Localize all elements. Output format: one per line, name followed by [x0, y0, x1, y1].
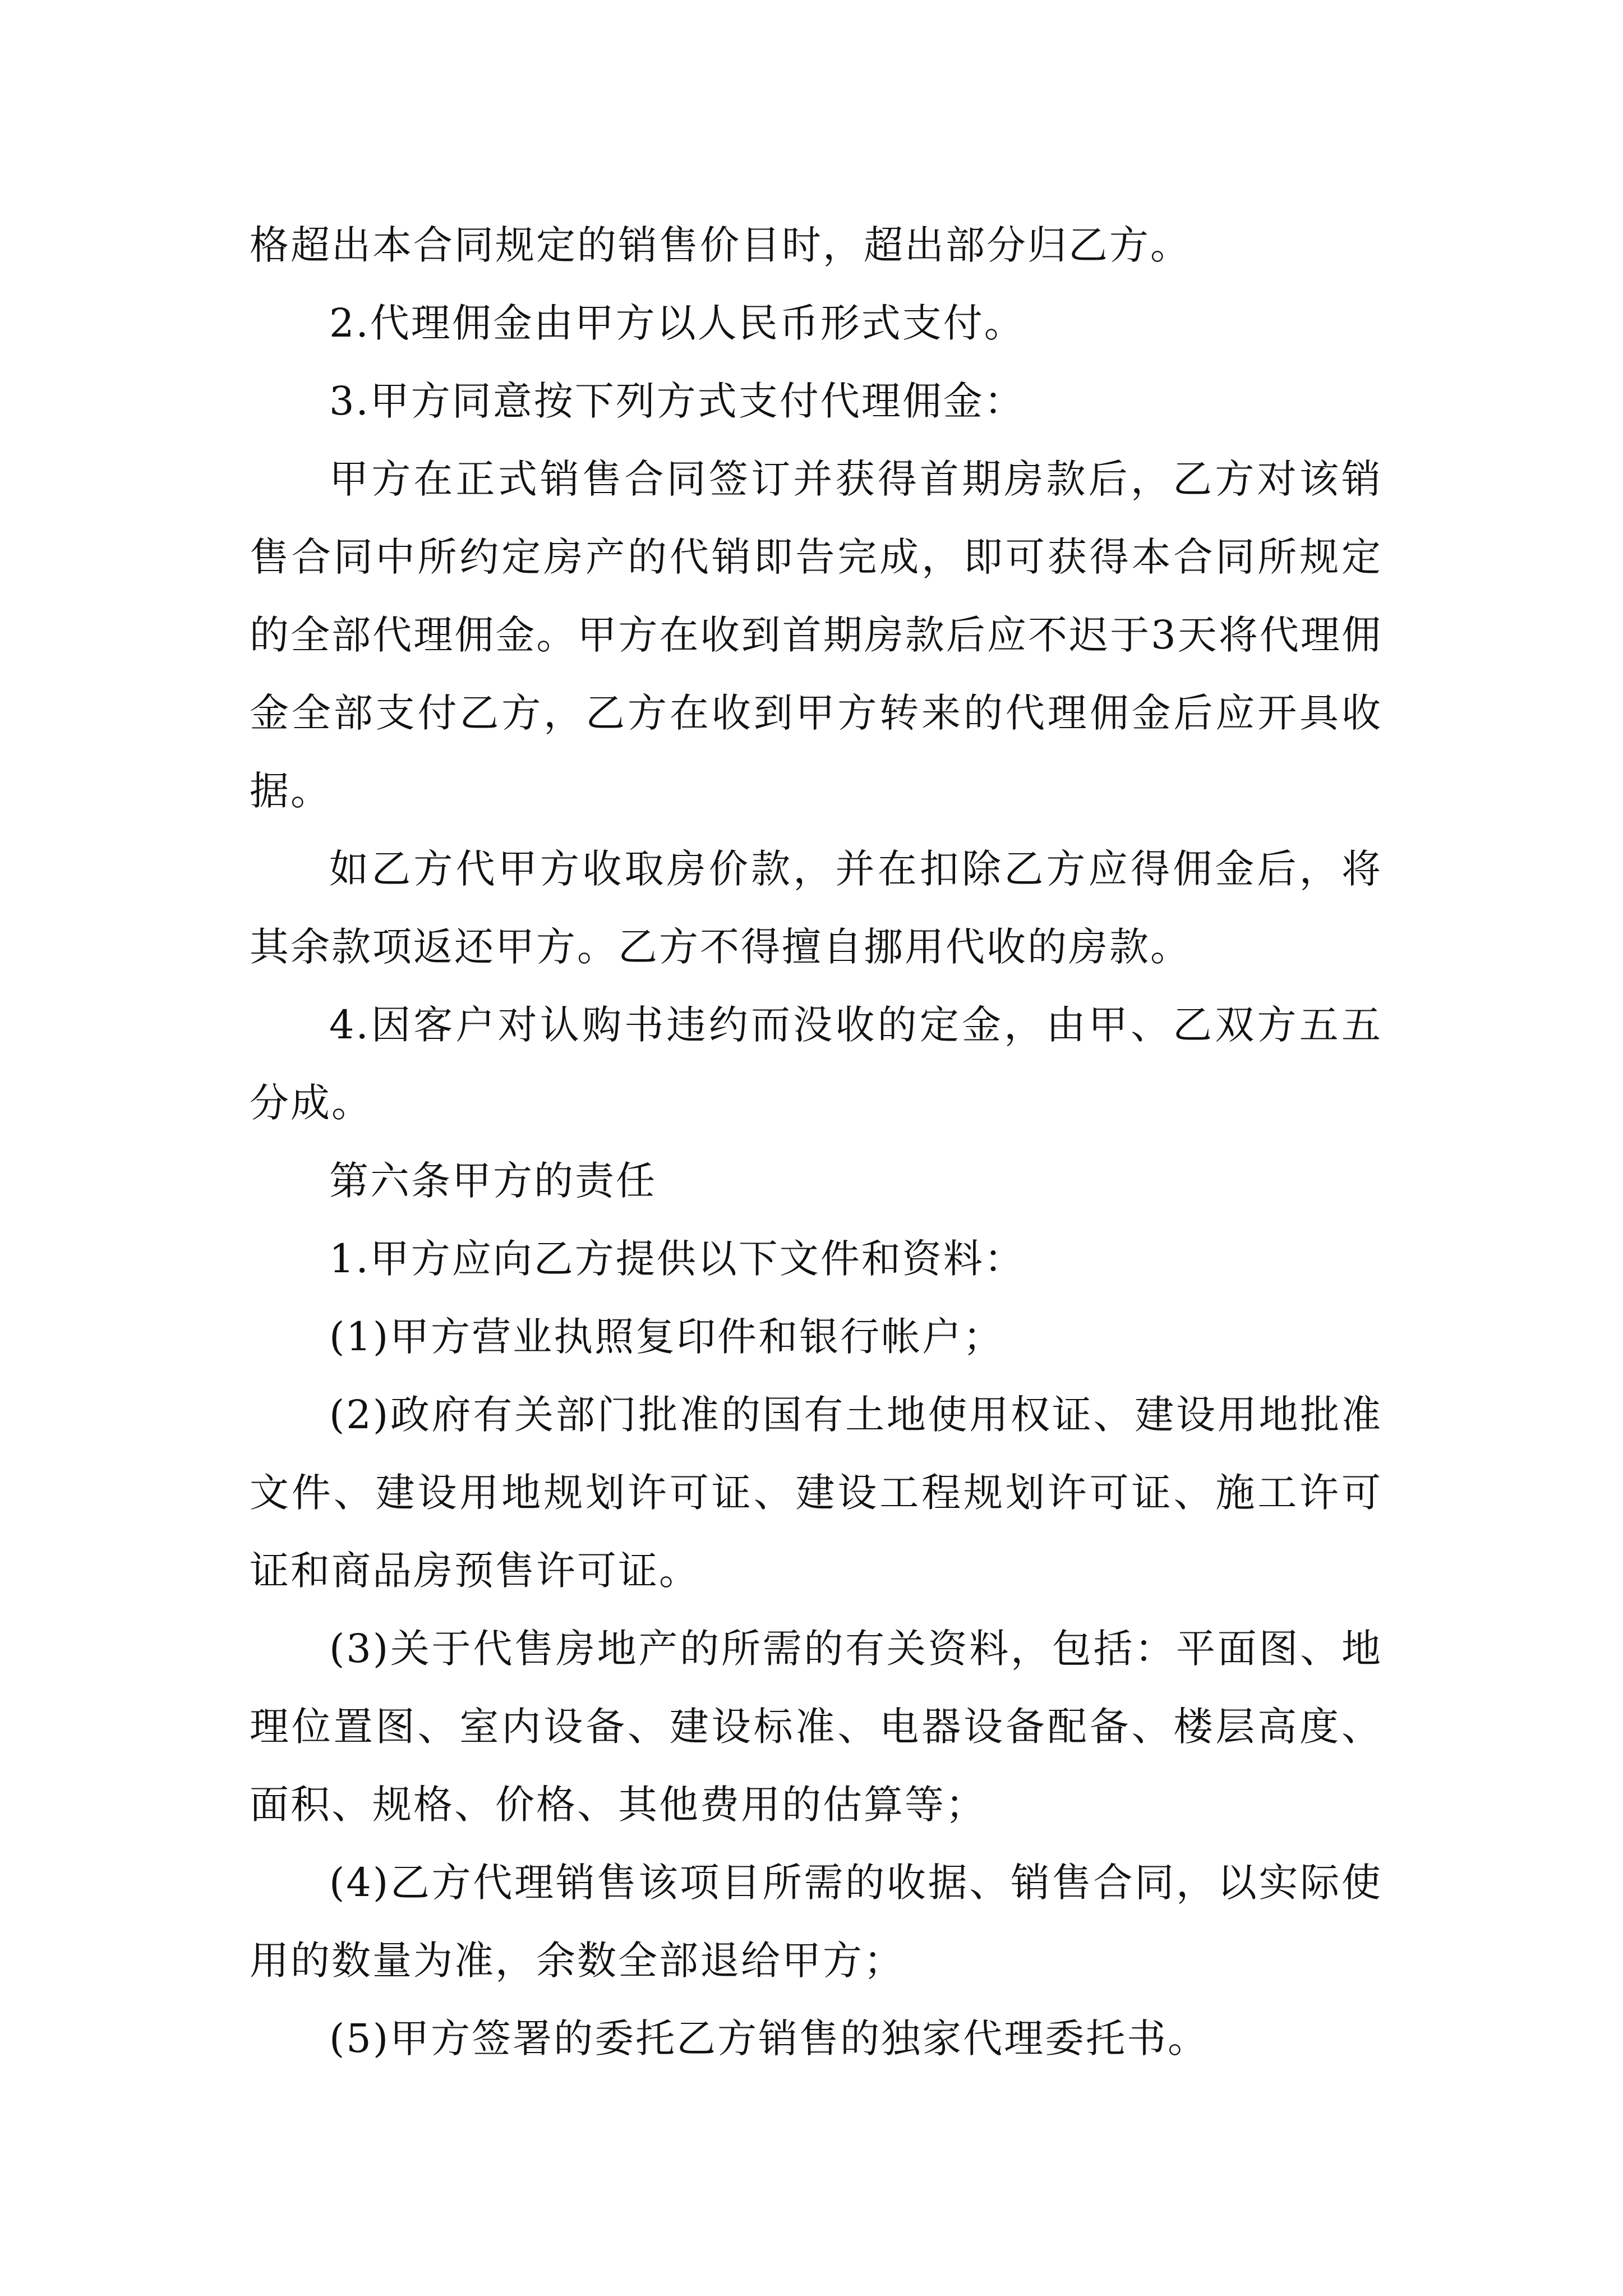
paragraph-item-3: 3.甲方同意按下列方式支付代理佣金： — [329, 378, 1025, 424]
list-item-5: (5)甲方签署的委托乙方销售的独家代理委托书。 — [329, 2016, 1209, 2062]
list-item-2: (2)政府有关部门批准的国有土地使用权证、建设用地批准文件、建设用地规划许可证、建设工程规划许可证、施工许可证和商品房预售许可证。 — [250, 1392, 1382, 1594]
paragraph-commission-payment: 甲方在正式销售合同签订并获得首期房款后，乙方对该销售合同中所约定房产的代销即告完成，即可获得本合同所规定的全部代理佣金。甲方在收到首期房款后应不迟于3天将代理佣金全部支付乙方，乙方在收到甲方转来的代理佣金后应开具收据。 — [250, 456, 1382, 814]
contract-body-text — [250, 206, 1382, 2078]
paragraph-item-4: 4.因客户对认购书违约而没收的定金，由甲、乙双方五五分成。 — [250, 1002, 1382, 1126]
paragraph-continuation: 格超出本合同规定的销售价目时，超出部分归乙方。 — [250, 222, 1191, 268]
paragraph-party-a-item-1: 1.甲方应向乙方提供以下文件和资料： — [329, 1236, 1025, 1282]
paragraph-item-2: 2.代理佣金由甲方以人民币形式支付。 — [329, 300, 1025, 346]
paragraph-collection: 如乙方代甲方收取房价款，并在扣除乙方应得佣金后，将其余款项返还甲方。乙方不得擅自挪用代收的房款。 — [250, 846, 1382, 970]
section-heading-article-6: 第六条甲方的责任 — [329, 1158, 657, 1204]
list-item-4: (4)乙方代理销售该项目所需的收据、销售合同，以实际使用的数量为准，余数全部退给甲方； — [250, 1860, 1382, 1984]
list-item-1: (1)甲方营业执照复印件和银行帐户； — [329, 1314, 1004, 1360]
list-item-3: (3)关于代售房地产的所需的有关资料，包括：平面图、地理位置图、室内设备、建设标准、电器设备配备、楼层高度、面积、规格、价格、其他费用的估算等； — [250, 1626, 1382, 1828]
